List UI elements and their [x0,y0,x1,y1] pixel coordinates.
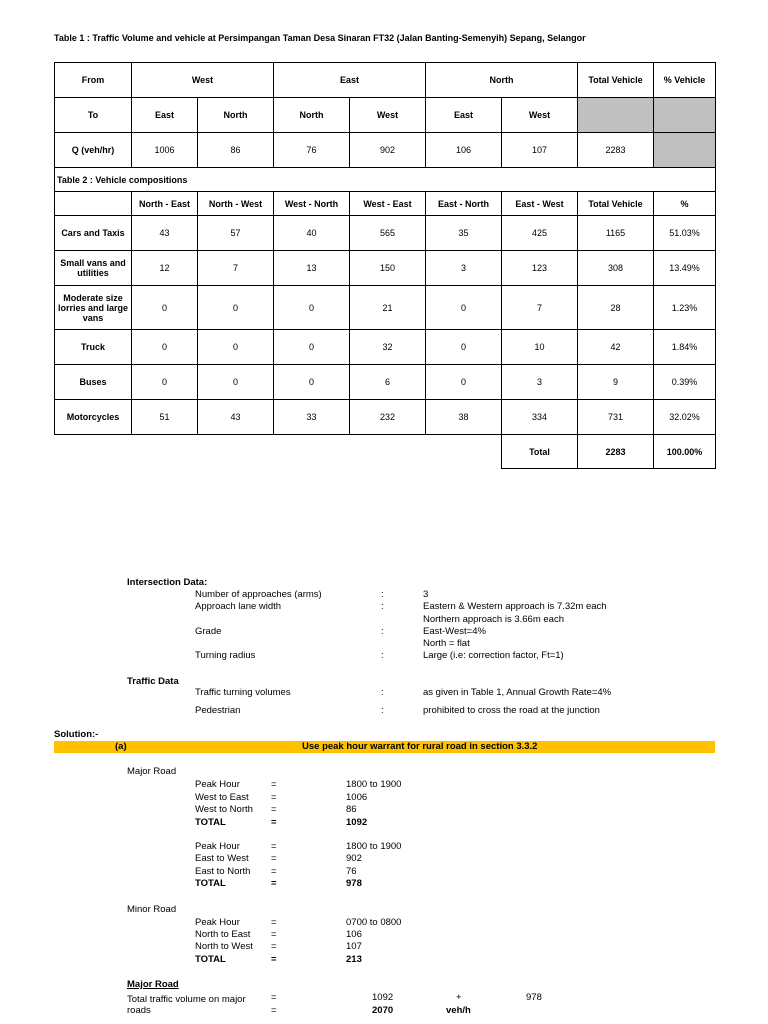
calc-total-label: TOTAL [195,817,226,828]
cell: 0 [198,286,274,330]
from-west: West [132,63,274,98]
traffic-heading: Traffic Data [127,676,179,687]
calc-value: 0700 to 0800 [346,917,402,928]
blank-cell [55,192,132,216]
colon: : [381,687,384,698]
blank-cell [55,435,502,469]
calc-value: 1800 to 1900 [346,779,402,790]
q-cell: 76 [274,133,350,168]
calc-total-label: TOTAL [195,954,226,965]
equals: = [271,853,277,864]
calc-total-value: 213 [346,954,362,965]
calc-value: 106 [346,929,362,940]
cell: 0 [274,286,350,330]
cell: 42 [578,330,654,365]
cell: 7 [502,286,578,330]
calc-value: 902 [346,853,362,864]
cell: 1165 [578,216,654,251]
total-major-label: Total traffic volume on major [127,994,246,1005]
intersection-value: 3 [423,589,429,600]
table-row [55,400,716,435]
cell: 32.02% [654,400,716,435]
traffic-value: as given in Table 1, Annual Growth Rate=4% [423,687,612,698]
from-row [55,63,716,98]
cell: 0.39% [654,365,716,400]
colon: : [381,626,384,637]
traffic-label: Pedestrian [195,705,241,716]
to-cell: North [198,98,274,133]
blank-cell [578,98,654,133]
equals: = [271,792,277,803]
t2-header: West - North [274,192,350,216]
intersection-value: East-West=4% [423,626,486,637]
from-label: From [55,63,132,98]
to-cell: West [502,98,578,133]
colon: : [381,650,384,661]
solution-banner-text: Use peak hour warrant for rural road in section 3.3.2 [302,741,538,752]
q-cell: 106 [426,133,502,168]
total-major-v1: 1092 [372,992,394,1003]
to-cell: West [350,98,426,133]
cell: 0 [132,286,198,330]
table-row [55,365,716,400]
cell: 232 [350,400,426,435]
cell: 40 [274,216,350,251]
total-row [55,435,716,469]
table1-title: Table 1 : Traffic Volume and vehicle at Persimpangan Taman Desa Sinaran FT32 (Jalan Banting-Semenyih) Sepang, Selangor [54,33,586,43]
table2-title: Table 2 : Vehicle compositions [55,168,716,192]
cell: 1.23% [654,286,716,330]
equals: = [271,992,277,1003]
total-pct: 100.00% [654,435,716,469]
equals: = [271,954,277,965]
equals: = [271,929,277,940]
minor-road-label: Minor Road [127,904,177,915]
equals: = [271,841,277,852]
calc-label: West to North [195,804,253,815]
cell: 12 [132,251,198,286]
cell: 10 [502,330,578,365]
equals: = [271,779,277,790]
total-major-label: roads [127,1005,151,1016]
calc-label: North to West [195,941,253,952]
t2-header: East - West [502,192,578,216]
cell: 51 [132,400,198,435]
to-row [55,98,716,133]
table-row [55,286,716,330]
row-label: Moderate size lorries and large vans [55,286,132,330]
intersection-value: Eastern & Western approach is 7.32m each [423,601,607,612]
calc-label: Peak Hour [195,779,240,790]
calc-label: Peak Hour [195,841,240,852]
to-label: To [55,98,132,133]
total-major-sum: 2070 [372,1005,394,1016]
solution-part: (a) [115,741,127,752]
t2-header: Total Vehicle [578,192,654,216]
calc-value: 86 [346,804,357,815]
cell: 123 [502,251,578,286]
blank-cell [654,98,716,133]
from-north: North [426,63,578,98]
total-value: 2283 [578,435,654,469]
cell: 28 [578,286,654,330]
intersection-value: North = flat [423,638,470,649]
cell: 38 [426,400,502,435]
cell: 0 [274,365,350,400]
total-major-v2: 978 [526,992,542,1003]
cell: 33 [274,400,350,435]
table-row [55,216,716,251]
row-label: Cars and Taxis [55,216,132,251]
traffic-label: Traffic turning volumes [195,687,291,698]
cell: 13.49% [654,251,716,286]
calc-label: East to North [195,866,251,877]
solution-heading: Solution:- [54,729,99,740]
cell: 0 [426,365,502,400]
traffic-value: prohibited to cross the road at the junction [423,705,600,716]
to-cell: East [132,98,198,133]
cell: 7 [198,251,274,286]
q-cell: 86 [198,133,274,168]
intersection-label: Number of approaches (arms) [195,589,322,600]
cell: 308 [578,251,654,286]
cell: 1.84% [654,330,716,365]
row-label: Motorcycles [55,400,132,435]
calc-label: East to West [195,853,249,864]
table-row [55,251,716,286]
equals: = [271,878,277,889]
intersection-value: Large (i.e: correction factor, Ft=1) [423,650,564,661]
to-cell: North [274,98,350,133]
calc-total-value: 1092 [346,817,368,828]
traffic-table [54,62,716,469]
intersection-label: Approach lane width [195,601,282,612]
pct-vehicle-header: % Vehicle [654,63,716,98]
equals: = [271,817,277,828]
row-label: Truck [55,330,132,365]
major-road-heading: Major Road [127,979,179,990]
from-east: East [274,63,426,98]
calc-value: 1800 to 1900 [346,841,402,852]
cell: 57 [198,216,274,251]
intersection-heading: Intersection Data: [127,577,208,588]
row-label: Buses [55,365,132,400]
calc-value: 107 [346,941,362,952]
q-cell: 107 [502,133,578,168]
cell: 3 [426,251,502,286]
cell: 0 [132,330,198,365]
cell: 13 [274,251,350,286]
q-cell: 1006 [132,133,198,168]
equals: = [271,941,277,952]
cell: 35 [426,216,502,251]
colon: : [381,705,384,716]
calc-value: 76 [346,866,357,877]
cell: 425 [502,216,578,251]
cell: 32 [350,330,426,365]
cell: 51.03% [654,216,716,251]
calc-label: West to East [195,792,249,803]
t2-header: East - North [426,192,502,216]
table-row [55,330,716,365]
cell: 0 [198,365,274,400]
t2-header: North - West [198,192,274,216]
cell: 334 [502,400,578,435]
t2-header: North - East [132,192,198,216]
major-road-label: Major Road [127,766,177,777]
blank-cell [654,133,716,168]
intersection-label: Turning radius [195,650,256,661]
cell: 0 [426,330,502,365]
cell: 6 [350,365,426,400]
t2-header: West - East [350,192,426,216]
table2-title-row [55,168,716,192]
calc-total-value: 978 [346,878,362,889]
cell: 43 [198,400,274,435]
to-cell: East [426,98,502,133]
t2-header: % [654,192,716,216]
intersection-value: Northern approach is 3.66m each [423,614,564,625]
q-label: Q (veh/hr) [55,133,132,168]
table2-header-row [55,192,716,216]
plus-sign: + [456,992,462,1003]
colon: : [381,601,384,612]
row-label: Small vans and utilities [55,251,132,286]
total-vehicle-header: Total Vehicle [578,63,654,98]
cell: 0 [132,365,198,400]
calc-total-label: TOTAL [195,878,226,889]
cell: 9 [578,365,654,400]
equals: = [271,804,277,815]
calc-label: Peak Hour [195,917,240,928]
cell: 565 [350,216,426,251]
cell: 21 [350,286,426,330]
intersection-label: Grade [195,626,222,637]
cell: 3 [502,365,578,400]
cell: 150 [350,251,426,286]
cell: 0 [426,286,502,330]
cell: 0 [274,330,350,365]
q-cell: 902 [350,133,426,168]
cell: 0 [198,330,274,365]
colon: : [381,589,384,600]
equals: = [271,1005,277,1016]
q-total: 2283 [578,133,654,168]
q-row [55,133,716,168]
calc-label: North to East [195,929,251,940]
total-label: Total [502,435,578,469]
equals: = [271,866,277,877]
unit-label: veh/h [446,1005,471,1016]
cell: 43 [132,216,198,251]
calc-value: 1006 [346,792,368,803]
cell: 731 [578,400,654,435]
equals: = [271,917,277,928]
